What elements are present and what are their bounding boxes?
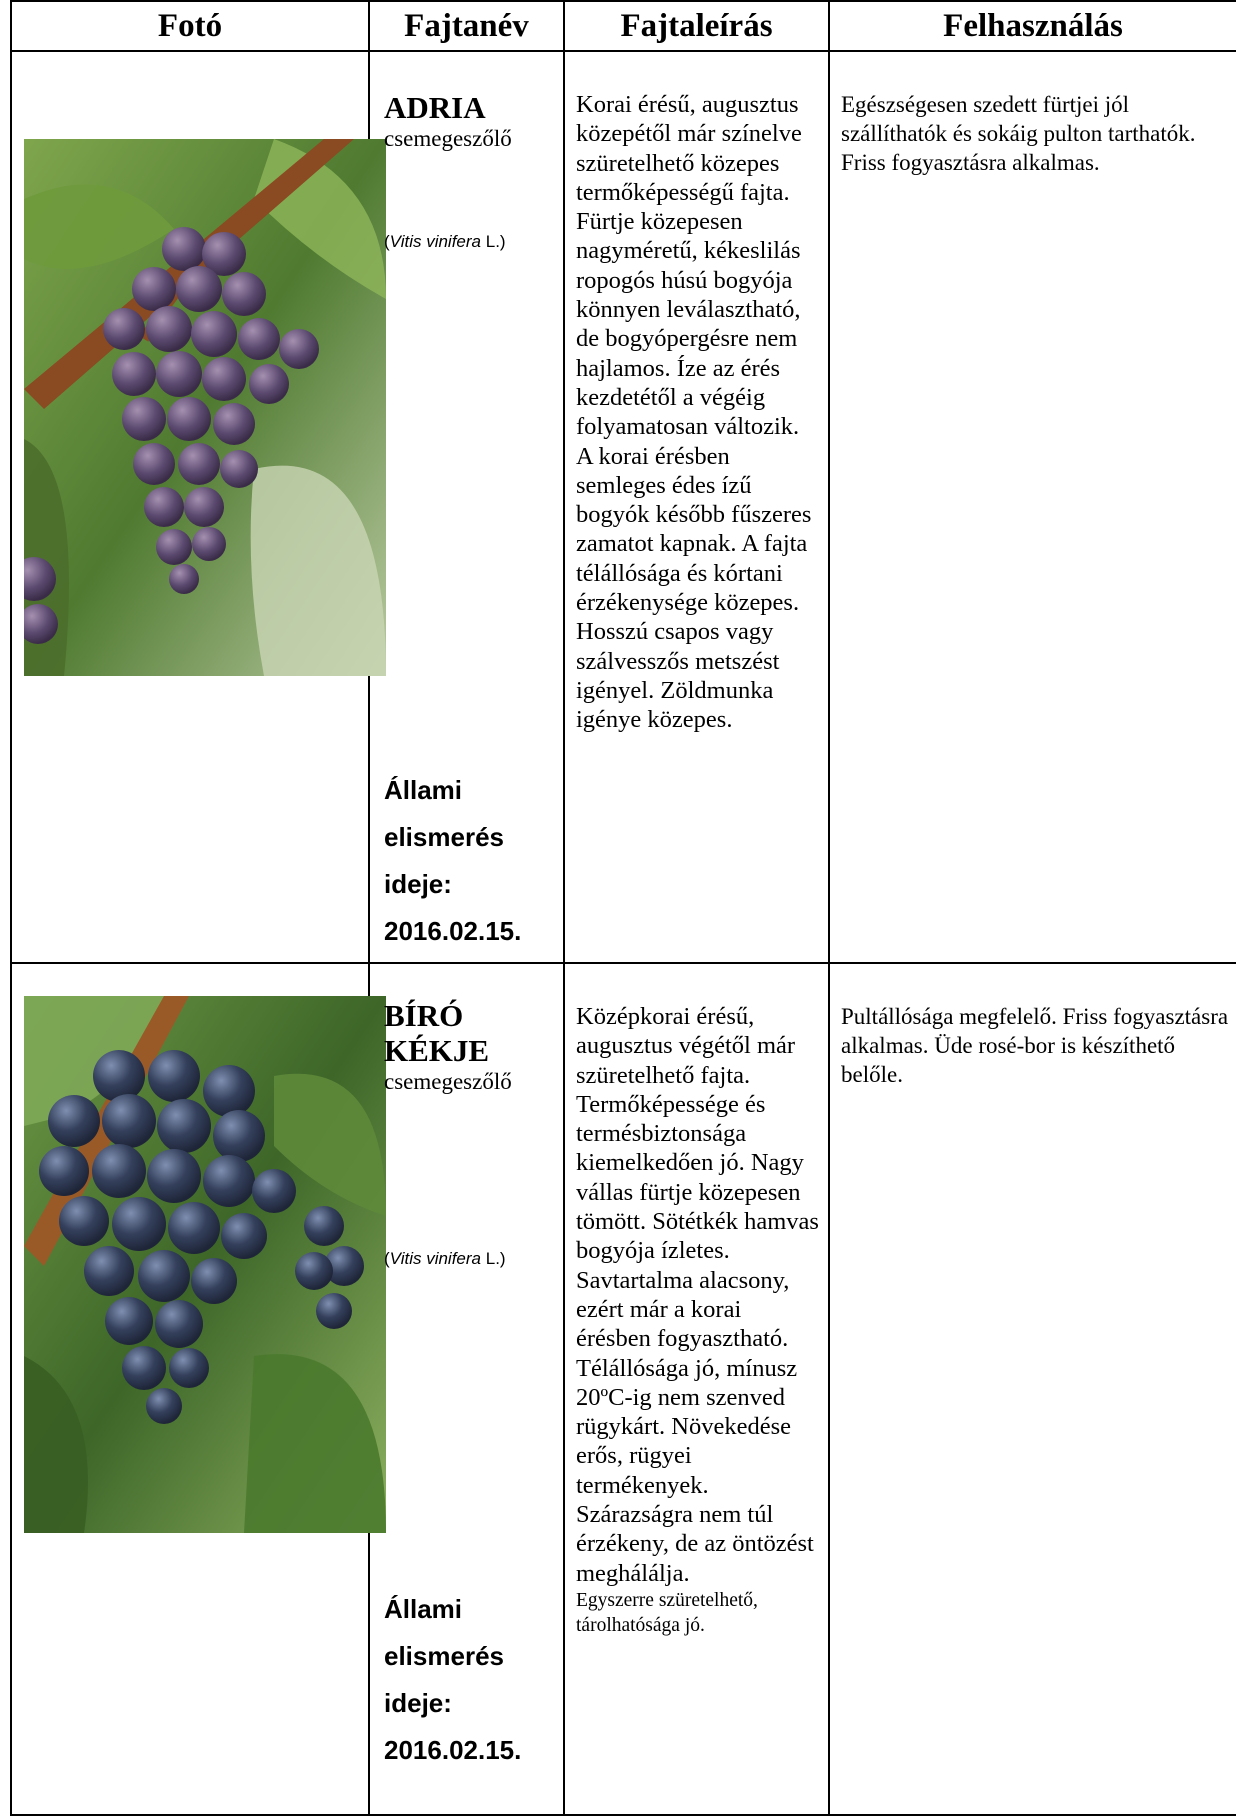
name-cell — [369, 51, 564, 963]
usage-cell — [829, 963, 1236, 1815]
variety-name: BÍRÓ KÉKJE — [384, 998, 490, 1068]
usage-cell — [829, 51, 1236, 963]
header-photo: Fotó — [11, 1, 369, 51]
grape-cluster-image — [24, 139, 386, 676]
latin-name: (Vitis vinifera L.) — [384, 232, 506, 251]
recognition-date: Állami elismerés ideje: 2016.02.15. — [384, 1594, 522, 1765]
header-row — [11, 1, 1236, 51]
variety-usage: Egészségesen szedett fürtjei jól szállíthatók és sokáig pulton tarthatók. Friss fogyasztásra alkalmas. — [841, 92, 1196, 175]
variety-description: Középkorai érésű, augusztus végétől már szüretelhető fajta. Termőképessége és termésbiztonsága kiemelkedően jó. Nagy vállas fürtje közepesen tömött. Sötétkék hamvas bogyója ízletes. Savtartalma alacsony, ezért már a korai érésben fogyasztható. Télállósága jó, mínusz 20ºC-ig nem szenved rügykárt. Növekedése erős, rügyei termékenyek. Szárazságra nem túl érzékeny, de az öntözést meghálálja. Egyszerre szüretelhető, tárolhatósága jó. — [576, 1003, 819, 1636]
description-cell — [564, 963, 829, 1815]
photo-cell — [11, 51, 369, 963]
description-small-note: Egyszerre szüretelhető, tárolhatósága jó. — [576, 1589, 758, 1636]
variety-name: ADRIA — [384, 90, 486, 125]
header-usage: Felhasználás — [829, 1, 1236, 51]
variety-type: csemegeszőlő — [384, 126, 512, 151]
name-cell — [369, 963, 564, 1815]
grape-photo-adria — [24, 139, 386, 676]
variety-table — [10, 0, 1236, 1816]
variety-usage: Pultállósága megfelelő. Friss fogyasztásra alkalmas. Üde rosé-bor is készíthető belőle. — [841, 1004, 1229, 1087]
variety-row-biro-kekje — [11, 963, 1236, 1815]
latin-name: (Vitis vinifera L.) — [384, 1249, 506, 1268]
variety-type: csemegeszőlő — [384, 1069, 512, 1094]
grape-photo-biro-kekje — [24, 996, 386, 1533]
recognition-date: Állami elismerés ideje: 2016.02.15. — [384, 775, 522, 946]
variety-description: Korai érésű, augusztus közepétől már színelve szüretelhető közepes termőképességű fajta. Fürtje közepesen nagyméretű, kékeslilás ropogós húsú bogyója könnyen leválasztható, de bogyópergésre nem hajlamos. Íze az érés kezdetétől a végéig folyamatosan változik. A korai érésben semleges édes ízű bogyók később fűszeres zamatot kapnak. A fajta télállósága és kórtani érzékenysége közepes. Hosszú csapos vagy szálvesszős metszést igényel. Zöldmunka igénye közepes. — [576, 91, 812, 734]
header-description: Fajtaleírás — [564, 1, 829, 51]
grape-cluster-image — [24, 996, 386, 1533]
header-name: Fajtanév — [369, 1, 564, 51]
variety-row-adria — [11, 51, 1236, 963]
photo-cell — [11, 963, 369, 1815]
description-cell — [564, 51, 829, 963]
